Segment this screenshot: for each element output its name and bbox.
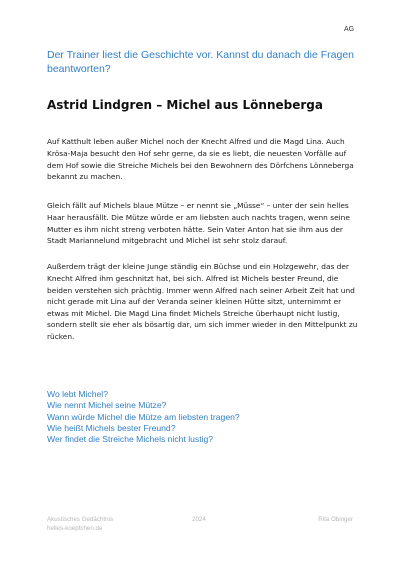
- instruction-text: Der Trainer liest die Geschichte vor. Kannst du danach die Fragen beantworten?: [47, 49, 355, 75]
- question-list: [47, 389, 367, 445]
- question-item-3: Wann würde Michel die Mütze am liebsten tragen?: [47, 411, 240, 422]
- story-paragraph-2: Gleich fällt auf Michels blaue Mütze – er nennt sie „Müsse“ – unter der sein helles Haar herausfällt. Die Mütze würde er am liebsten auch nachts tragen, wenn seine Mutter es ihm nicht streng verboten hätte. Sein Vater Anton hat sie ihm aus der Stadt Mariannelund mitgebracht und Michel ist sehr stolz darauf.: [47, 201, 350, 246]
- story-paragraph-1: Auf Katthult leben außer Michel noch der Knecht Alfred und die Magd Lina. Auch Krösa-Maja besucht den Hof sehr gerne, da sie es liebt, die neuesten Vorfälle auf dem Hof sowie die Streiche Michels bei den Bewohnern des Dörfchens Lönneberga bekannt zu machen.: [47, 137, 354, 182]
- story-paragraph-3: Außerdem trägt der kleine Junge ständig ein Büchse und ein Holzgewehr, das der Knecht Alfred ihm geschnitzt hat, bei sich. Alfred ist Michels bester Freund, die beiden verstehen sich prächtig. Immer wenn Alfred nach seiner Arbeit Zeit hat und nicht gerade mit Lina auf der Veranda seiner kleinen Hütte sitzt, unternimmt er etwas mit Michel. Die Magd Lina findet Michels Streiche überhaupt nicht lustig, sondern stellt sie eher als bösartig dar, um sich immer wieder in den Mittelpunkt zu rücken.: [47, 262, 358, 341]
- footer-year: 2024: [192, 516, 206, 523]
- footer-website: helles-koepfchen.de: [47, 525, 103, 532]
- page-title: Astrid Lindgren – Michel aus Lönneberga: [47, 98, 323, 112]
- question-item-2: Wie nennt Michel seine Mütze?: [47, 400, 167, 411]
- footer-author: Rita Obinger: [318, 516, 353, 523]
- question-item-5: Wer findet die Streiche Michels nicht lustig?: [47, 434, 214, 445]
- question-item-1: Wo lebt Michel?: [47, 389, 108, 399]
- footer-subject: Akustisches Gedächtnis: [47, 516, 114, 523]
- question-item-4: Wie heißt Michels bester Freund?: [47, 422, 176, 433]
- corner-tag: AG: [344, 26, 355, 33]
